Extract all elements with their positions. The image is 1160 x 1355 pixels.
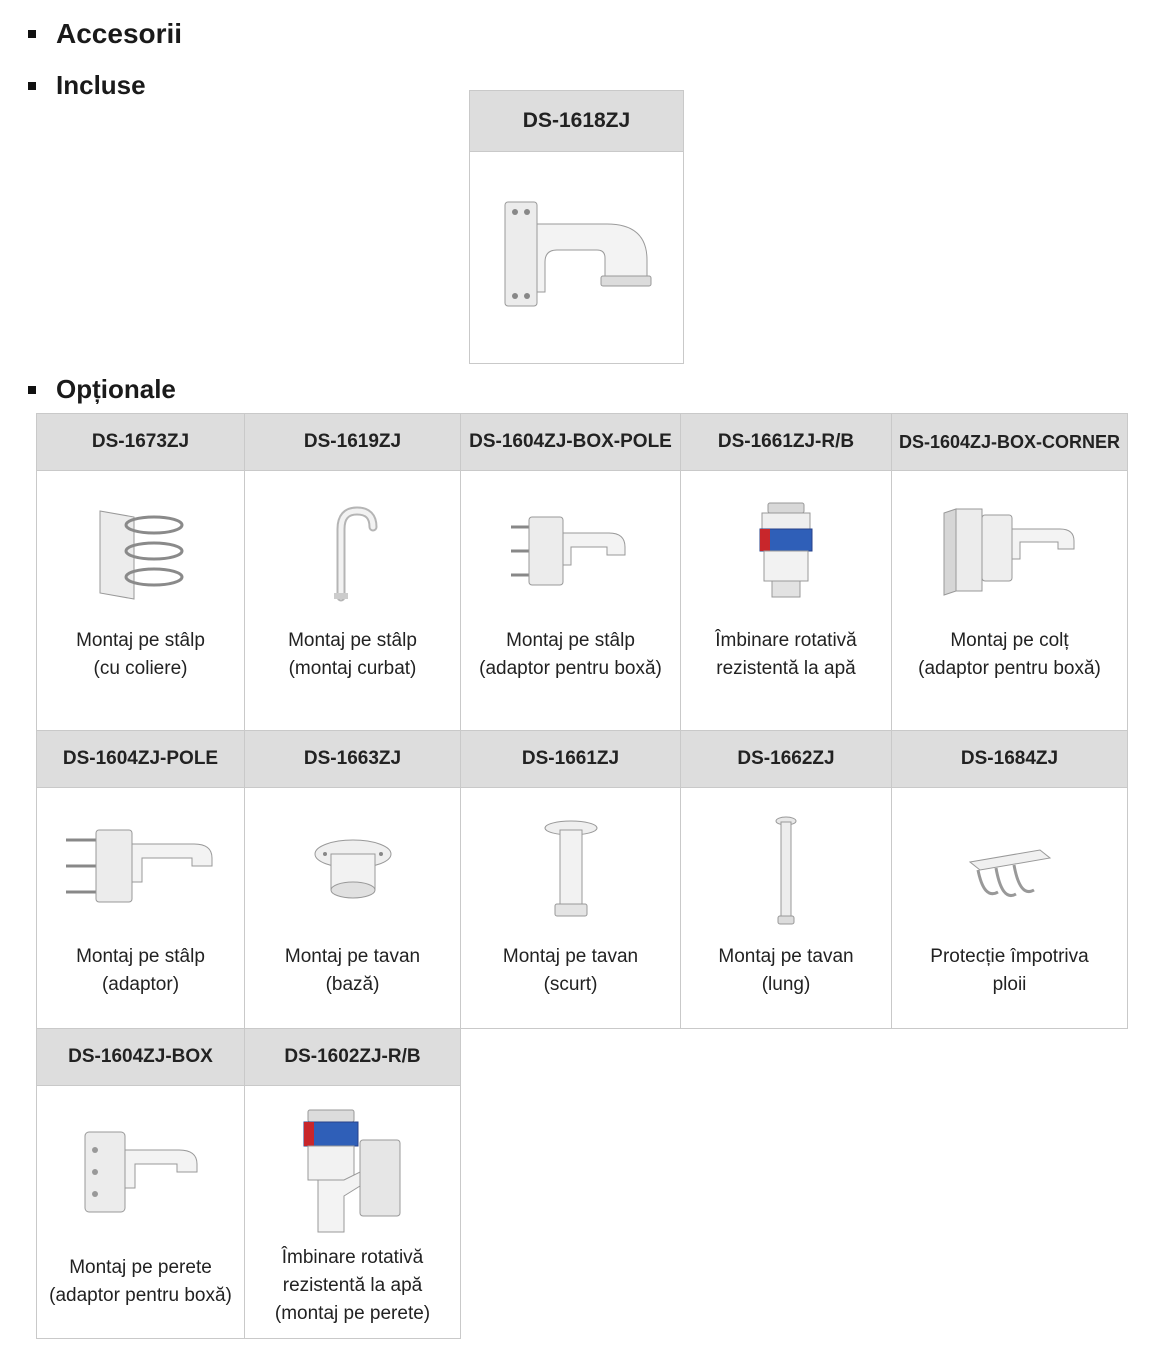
- pole-mount-clamps-icon: [96, 507, 186, 603]
- product-desc-line: (adaptor pentru boxă): [918, 658, 1101, 679]
- wall-rotary-joint-icon: [298, 1106, 408, 1236]
- wall-box-adapter-icon: [81, 1128, 201, 1218]
- pole-adapter-icon: [66, 828, 216, 904]
- product-desc-line: Îmbinare rotativă: [281, 1247, 424, 1268]
- ceiling-short-icon: [543, 820, 599, 920]
- product-code: DS-1684ZJ: [892, 731, 1128, 788]
- pole-box-adapter-icon: [511, 513, 631, 589]
- product-desc-line: (adaptor): [101, 974, 180, 995]
- product-desc-line: Montaj pe stâlp: [76, 946, 205, 967]
- product-cell: [245, 788, 461, 1029]
- product-cell: [245, 1086, 461, 1339]
- product-code: DS-1662ZJ: [681, 731, 892, 788]
- rain-shield-icon: [968, 848, 1052, 906]
- optional-table: [36, 413, 1128, 1339]
- empty-cell: [681, 1086, 892, 1339]
- empty-cell: [461, 1029, 681, 1086]
- heading-incluse: [28, 70, 146, 101]
- bullet-icon: [28, 386, 36, 394]
- heading-text: Accesorii: [56, 18, 183, 49]
- product-image-cell: [470, 152, 684, 364]
- product-cell: [681, 788, 892, 1029]
- product-code: DS-1604ZJ-POLE: [37, 731, 245, 788]
- product-desc-line: (lung): [761, 974, 811, 995]
- heading-optionale: [28, 374, 176, 405]
- product-desc-line: (montaj pe perete): [274, 1303, 431, 1324]
- heading-text: Opționale: [56, 374, 176, 404]
- product-code: DS-1619ZJ: [245, 414, 461, 471]
- product-desc-line: Montaj pe stâlp: [506, 630, 635, 651]
- product-desc-line: ploii: [992, 974, 1027, 995]
- heading-accesorii: [28, 18, 182, 50]
- product-desc-line: Montaj pe tavan: [502, 946, 639, 967]
- product-desc-line: Protecție împotriva: [930, 946, 1089, 967]
- included-table: [469, 90, 684, 364]
- product-desc-line: Îmbinare rotativă: [715, 630, 857, 651]
- rotary-joint-icon: [754, 501, 818, 601]
- product-code: DS-1604ZJ-BOX-POLE: [461, 414, 681, 471]
- product-desc-line: Montaj pe colț: [950, 630, 1069, 651]
- empty-cell: [461, 1086, 681, 1339]
- ceiling-long-icon: [771, 816, 801, 926]
- product-desc-line: (montaj curbat): [288, 658, 417, 679]
- empty-cell: [681, 1029, 892, 1086]
- product-cell: [37, 471, 245, 731]
- empty-cell: [892, 1086, 1128, 1339]
- product-desc-line: Montaj pe stâlp: [76, 630, 205, 651]
- product-desc-line: (cu coliere): [93, 658, 188, 679]
- product-desc-line: Montaj pe stâlp: [288, 630, 417, 651]
- product-cell: [37, 1086, 245, 1339]
- product-desc-line: (bază): [325, 974, 380, 995]
- product-code: DS-1604ZJ-BOX: [37, 1029, 245, 1086]
- product-cell: [892, 471, 1128, 731]
- product-code: DS-1661ZJ-R/B: [681, 414, 892, 471]
- product-cell: [892, 788, 1128, 1029]
- product-desc-line: Montaj pe perete: [69, 1257, 212, 1278]
- heading-text: Incluse: [56, 70, 146, 100]
- product-code: DS-1618ZJ: [470, 91, 684, 152]
- product-code: DS-1673ZJ: [37, 414, 245, 471]
- wall-mount-bracket-icon: [497, 200, 657, 312]
- bullet-icon: [28, 82, 36, 90]
- product-desc-line: (adaptor pentru boxă): [49, 1285, 232, 1306]
- curved-pole-mount-icon: [323, 507, 383, 601]
- product-cell: [245, 471, 461, 731]
- product-desc-line: (scurt): [543, 974, 598, 995]
- product-desc-line: (adaptor pentru boxă): [479, 658, 662, 679]
- product-desc-line: Montaj pe tavan: [718, 946, 854, 967]
- product-code: DS-1604ZJ-BOX-CORNER: [892, 414, 1128, 471]
- product-desc-line: rezistentă la apă: [282, 1275, 423, 1296]
- product-cell: [461, 788, 681, 1029]
- ceiling-base-icon: [313, 838, 393, 904]
- bullet-icon: [28, 30, 36, 38]
- product-desc-line: Montaj pe tavan: [284, 946, 421, 967]
- empty-cell: [892, 1029, 1128, 1086]
- product-cell: [37, 788, 245, 1029]
- product-cell: [461, 471, 681, 731]
- product-desc-line: rezistentă la apă: [716, 658, 856, 679]
- product-code: DS-1663ZJ: [245, 731, 461, 788]
- product-code: DS-1602ZJ-R/B: [245, 1029, 461, 1086]
- corner-box-adapter-icon: [942, 509, 1078, 595]
- product-cell: [681, 471, 892, 731]
- product-code: DS-1661ZJ: [461, 731, 681, 788]
